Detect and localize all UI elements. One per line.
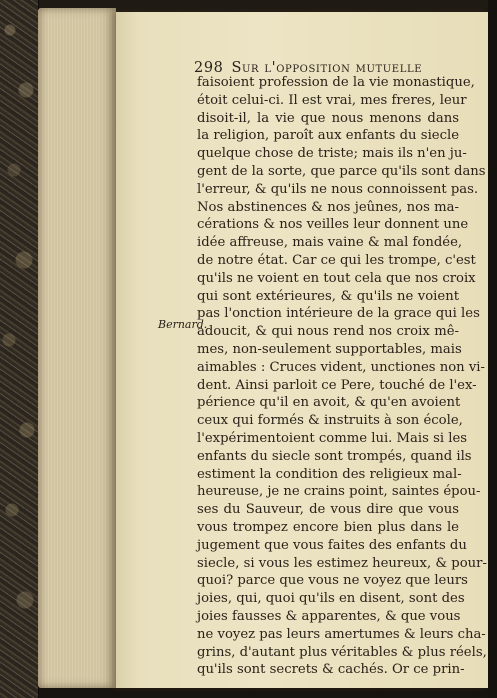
running-title: Sur l'opposition mutuelle (231, 60, 423, 76)
text-line: qu'ils ne voient en tout cela que nos croix (197, 270, 476, 286)
text-line: mes, non-seulement supportables, mais (197, 341, 462, 357)
text-line: cérations & nos veilles leur donnent une (197, 217, 469, 233)
text-line: grins, d'autant plus véritables & plus réels, (197, 644, 487, 660)
text-line: joies, qui, quoi qu'ils en disent, sont des (197, 591, 465, 607)
text-line: ceux qui formés & instruits à son école, (197, 413, 463, 429)
text-line: pas l'onction intérieure de la grace qui les (197, 306, 480, 322)
margin-note: Bernard. (158, 318, 208, 331)
text-line: ses du Sauveur, de vous dire que vous (197, 502, 459, 518)
text-line: la religion, paroît aux enfants du siecle (197, 128, 459, 144)
text-line: adoucit, & qui nous rend nos croix mê- (197, 324, 459, 340)
text-line: gent de la sorte, que parce qu'ils sont dans (197, 163, 486, 179)
text-line: qui sont extérieures, & qu'ils ne voient (197, 288, 459, 304)
text-line: de notre état. Car ce qui les trompe, c'est (197, 252, 476, 268)
text-line: jugement que vous faites des enfants du (197, 537, 467, 553)
text-line: estiment la condition des religieux mal- (197, 466, 462, 482)
text-line: quoi? parce que vous ne voyez que leurs (197, 573, 468, 589)
scan-edge (488, 0, 497, 698)
text-line: l'expérimentoient comme lui. Mais si les (197, 430, 468, 446)
text-line: dent. Ainsi parloit ce Pere, touché de l'ex- (197, 377, 477, 393)
text-line-latin-quote: aimables : Cruces vident, unctiones non vi- (197, 359, 485, 375)
text-line: qu'ils sont secrets & cachés. Or ce prin- (197, 662, 465, 678)
text-line: joies fausses & apparentes, & que vous (197, 608, 461, 624)
text-line: disoit-il, la vie que nous menons dans (197, 110, 459, 126)
text-line: Nos abstinences & nos jeûnes, nos ma- (197, 199, 459, 215)
text-line: heureuse, je ne crains point, saintes épou- (197, 484, 481, 500)
text-line: périence qu'il en avoit, & qu'en avoient (197, 395, 461, 411)
text-line: enfants du siecle sont trompés, quand ils (197, 448, 472, 464)
text-line: siecle, si vous les estimez heureux, & pour- (197, 555, 487, 571)
page-edges (38, 8, 116, 688)
text-line: ne voyez pas leurs amertumes & leurs cha- (197, 626, 486, 642)
text-line: vous trompez encore bien plus dans le (197, 519, 459, 535)
marbled-cover (0, 0, 39, 698)
text-line: étoit celui-ci. Il est vrai, mes freres, leur (197, 92, 467, 108)
page-number: 298 (194, 60, 224, 76)
text-line: quelque chose de triste; mais ils n'en ju- (197, 146, 467, 162)
body-text (197, 74, 487, 679)
text-line: faisoient profession de la vie monastique, (197, 75, 475, 90)
text-line: idée affreuse, mais vaine & mal fondée, (197, 235, 463, 251)
text-line: l'erreur, & qu'ils ne nous connoissent pas. (197, 181, 479, 197)
